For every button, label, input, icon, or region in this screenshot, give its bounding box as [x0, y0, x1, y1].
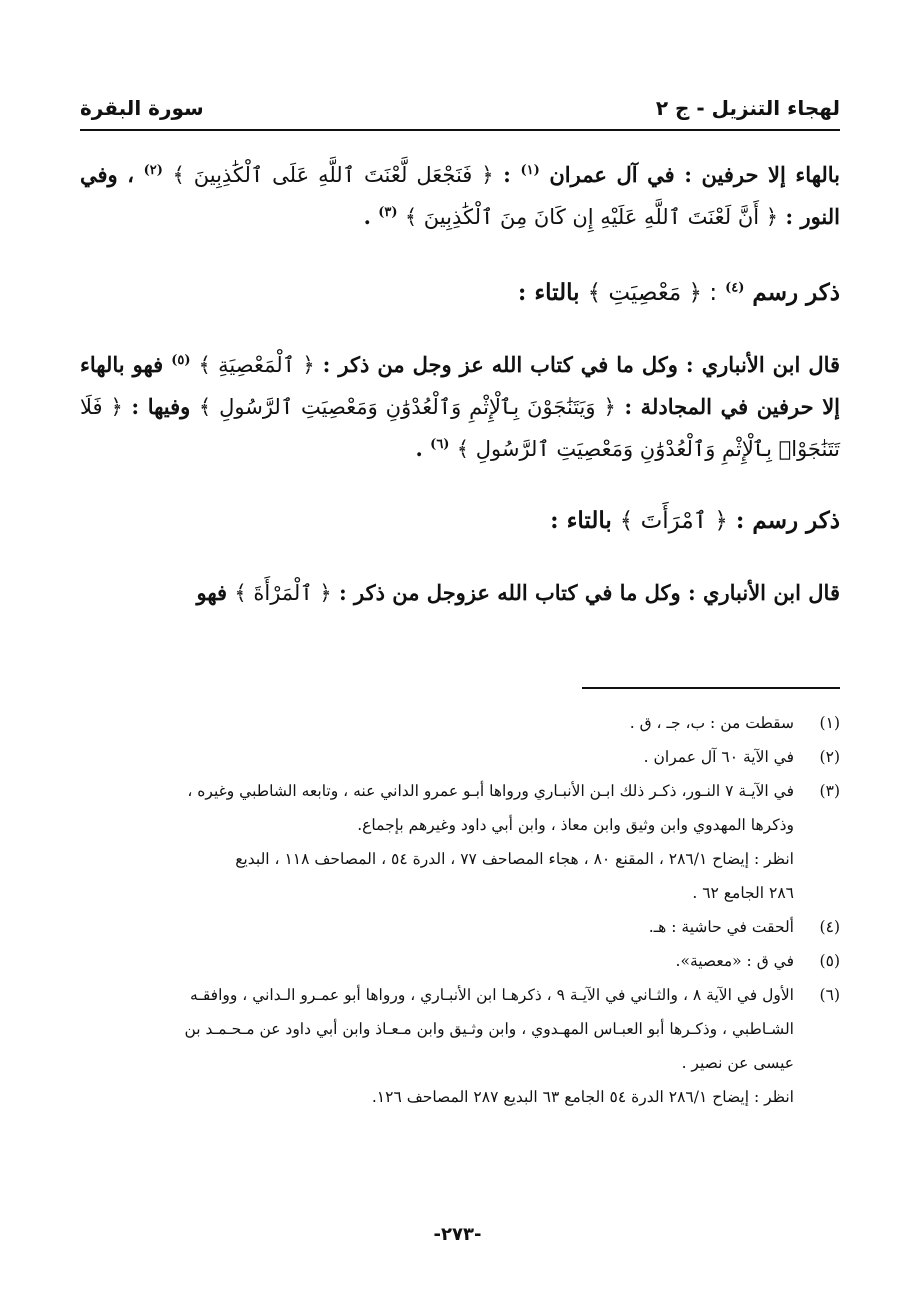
- footnote-line: الشـاطبي ، وذكـرها أبو العبـاس المهـدوي ، وابن وثـيق وابن مـعـاذ وابن أبي داود عن مـحـمـد بن: [184, 1020, 794, 1038]
- footnote-ref: (٤): [725, 280, 745, 296]
- footnote-number: (٦): [819, 986, 840, 1004]
- footnote-text: [80, 706, 794, 740]
- footnote-number: (٢): [819, 748, 840, 766]
- paragraph-text: قال ابن الأنباري : وكل ما في كتاب الله عزوجل من ذكر :: [338, 580, 840, 605]
- footnote-line: سقطت من : ب، جـ ، ق .: [629, 714, 794, 732]
- quran-verse: : ﴿ مَعْصِيَتِ ﴾: [587, 280, 718, 306]
- quran-verse: ﴿ ٱلْمَرْأَةَ ﴾: [234, 581, 332, 605]
- footnote: [80, 910, 840, 944]
- footnote-text: [80, 910, 794, 944]
- section-heading: [80, 272, 840, 314]
- footnote-number: (١): [819, 714, 840, 732]
- footnote-text: [80, 944, 794, 978]
- quran-verse: ﴿ أَنَّ لَعْنَتَ ٱللَّهِ عَلَيْهِ إِن كَانَ مِنَ ٱلْكَٰذِبِينَ ﴾: [404, 205, 779, 229]
- footnote: [80, 706, 840, 740]
- heading-text: بالتاء :: [517, 279, 580, 306]
- paragraph-text: بالهاء إلا حرفين : في آل عمران: [549, 162, 841, 187]
- paragraph-3: [80, 572, 840, 614]
- heading-text: بالتاء :: [550, 507, 612, 534]
- footnote-ref: (٥): [171, 353, 191, 368]
- footnote: [80, 944, 840, 978]
- footnote-line: ٢٨٦ الجامع ٦٢ .: [692, 884, 794, 902]
- main-text: [80, 140, 840, 614]
- surah-title: سورة البقرة: [80, 96, 204, 120]
- heading-text: ذكر رسم: [752, 279, 840, 306]
- quran-verse: ﴿ ٱمْرَأَتَ ﴾: [619, 508, 728, 534]
- footnote: [80, 774, 840, 910]
- running-header: [80, 86, 840, 120]
- footnote-line: الأول في الآية ٨ ، والثـاني في الآيـة ٩ ، ذكرهـا ابن الأنبـاري ، ورواها أبو عمـرو الـداني ، ووافقـه: [189, 986, 794, 1004]
- book-title: لهجاء التنزيل - ج ٢: [655, 96, 840, 120]
- paragraph-text: فهو بالهاء إلا حرفين في المجادلة :: [80, 352, 841, 419]
- footnote-text: [80, 774, 794, 910]
- quran-verse: ﴿ وَيَتَنَٰجَوْنَ بِٱلْإِثْمِ وَٱلْعُدْوَٰنِ وَمَعْصِيَتِ ٱلرَّسُولِ ﴾: [198, 395, 616, 419]
- footnote: [80, 978, 840, 1114]
- header-divider: [80, 129, 840, 131]
- paragraph-2: [80, 344, 840, 470]
- quran-verse: ﴿ فَلَا تَتَنَٰجَوْا۟ بِٱلْإِثْمِ وَٱلْعُدْوَٰنِ وَمَعْصِيَتِ ٱلرَّسُولِ ﴾: [80, 395, 840, 461]
- quran-verse: ﴿ ٱلْمَعْصِيَةِ ﴾: [198, 353, 315, 377]
- paragraph-text: قال ابن الأنباري : وكل ما في كتاب الله عز وجل من ذكر :: [322, 352, 841, 377]
- footnote-divider: [582, 687, 840, 689]
- paragraph-text: ، وفي النور :: [80, 162, 840, 229]
- footnote-text: [80, 978, 794, 1114]
- paragraph-text: .: [415, 436, 423, 461]
- paragraph-text: وفيها :: [131, 394, 191, 419]
- footnote-ref: (٦): [430, 437, 450, 452]
- footnote-ref: (٣): [378, 205, 398, 220]
- footnote-line: ألحقت في حاشية : هـ.: [648, 918, 794, 936]
- footnote-number: (٤): [819, 918, 840, 936]
- footnote-line: في ق : «معصية».: [675, 952, 794, 970]
- footnote-ref: (١): [520, 163, 540, 178]
- footnote-line: في الآيـة ٧ النـور، ذكـر ذلك ابـن الأنبـاري ورواها أبـو عمرو الداني عنه ، وتابعه الشاطبي وغيره ،: [187, 782, 794, 800]
- page-number: -٢٧٣-: [433, 1224, 482, 1245]
- footnote-line: في الآية ٦٠ آل عمران .: [643, 748, 794, 766]
- footnote-line: وذكرها المهدوي وابن وثيق وابن معاذ ، وابن أبي داود وغيرهم بإجماع.: [357, 816, 794, 834]
- paragraph-text: فهو: [196, 580, 228, 605]
- footnote-ref: (٢): [143, 163, 163, 178]
- footnote-number: (٣): [819, 782, 840, 800]
- paragraph-1: بالهاء إلا حرفين : في آل عمران $^{(١)}$ : ﴿ فَنَجْعَل لَّعْنَتَ ٱللَّهِ عَلَى ٱلْكَٰذِبِينَ ﴾ $^{(٢)}$ ، وفي النور : ﴿ أَنَّ لَعْنَتَ ٱللَّهِ عَلَيْهِ إِن كَانَ مِنَ ٱلْكَٰذِبِينَ ﴾ $^{(٣)}$ .: [80, 162, 841, 229]
- heading-text: ذكر رسم :: [735, 507, 840, 534]
- footnote-line: عيسى عن نصير .: [681, 1054, 794, 1072]
- footnotes: [80, 706, 840, 1114]
- footnote-number: (٥): [819, 952, 840, 970]
- quran-verse: ﴿ فَنَجْعَل لَّعْنَتَ ٱللَّهِ عَلَى ٱلْكَٰذِبِينَ ﴾: [172, 163, 494, 187]
- paragraph-text: .: [363, 204, 371, 229]
- footnote-line: انظر : إيضاح ٢٨٦/١ الدرة ٥٤ الجامع ٦٣ البديع ٢٨٧ المصاحف ١٢٦.: [371, 1088, 794, 1106]
- footnote-text: [80, 740, 794, 774]
- section-heading: [80, 500, 840, 542]
- footnote-line: انظر : إيضاح ٢٨٦/١ ، المقنع ٨٠ ، هجاء المصاحف ٧٧ ، الدرة ٥٤ ، المصاحف ١١٨ ، البديع: [235, 850, 794, 868]
- footnote: [80, 740, 840, 774]
